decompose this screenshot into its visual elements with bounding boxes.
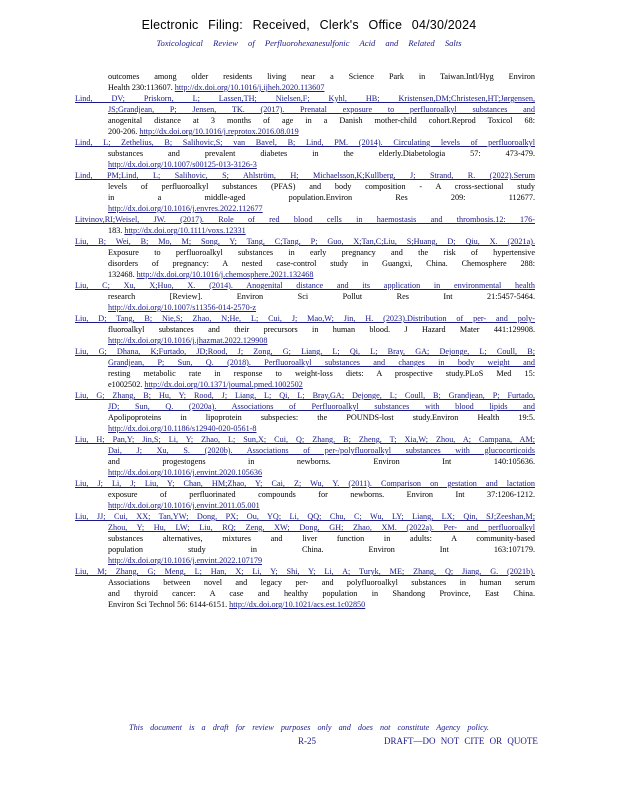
reference-line: [75, 82, 535, 93]
reference-entry: [75, 313, 535, 346]
reference-line: [75, 445, 535, 456]
doi-link[interactable]: http://dx.doi.org/10.1016/j.reprotox.2016.08.019: [139, 127, 299, 136]
reference-entry: [75, 71, 535, 93]
reference-text: JD; Sun, Q. (2020a). Associations of Perfluoroalkyl substances with blood lipids and: [108, 402, 535, 411]
reference-text: Health 230:113607.: [108, 83, 173, 92]
doi-link[interactable]: http://dx.doi.org/10.1016/j.ijheh.2020.113607: [174, 83, 325, 92]
draft-notice: DRAFT—DO NOT CITE OR QUOTE: [384, 736, 538, 746]
reference-text: Zhou, Y; Hu, LW; Liu, RQ; Zeng, XW; Dong, GH; Zhao, XM. (2022a). Per- and perfluoroalkyl: [108, 523, 535, 532]
reference-line: [75, 225, 535, 236]
reference-line: [75, 588, 535, 599]
reference-entry: [75, 511, 535, 566]
doi-link[interactable]: http://dx.doi.org/10.1111/voxs.12331: [124, 226, 246, 235]
reference-link[interactable]: Liu, JJ; Cui, XX; Tan,YW; Dong, PX; Ou, YQ; Li, QQ; Chu, C; Wu, LY; Liang, LX; Qin, SJ;Zeeshan,M;: [75, 512, 535, 521]
reference-link[interactable]: http://dx.doi.org/10.1007/s11356-014-2570-z: [108, 303, 257, 312]
reference-line: [75, 181, 535, 192]
reference-entry: [75, 137, 535, 170]
draft-disclaimer: This document is a draft for review purposes only and does not constitute Agency policy.: [129, 723, 489, 732]
reference-line: [75, 522, 535, 533]
reference-entry: [75, 214, 535, 236]
reference-link[interactable]: Liu, G; Zhang, B; Hu, Y; Rood, J; Liang, L; Qi, L; Bray,GA; Dejonge, L; Coull, B; Grandjean, P; Furtado,: [75, 391, 535, 400]
reference-text: Grandjean, P; Sun, Q. (2018). Perfluoroalkyl substances and changes in body weight and: [108, 358, 535, 367]
reference-line: [75, 148, 535, 159]
reference-link[interactable]: http://dx.doi.org/10.1016/j.envint.2011.05.001: [108, 501, 260, 510]
reference-line[interactable]: [75, 434, 535, 445]
reference-text: Dai, J; Xu, S. (2020b). Associations of per-/polyfluoroalkyl substances with glucocorticoids: [108, 446, 535, 455]
reference-link[interactable]: http://dx.doi.org/10.1016/j.envint.2022.107179: [108, 556, 263, 565]
reference-line: [75, 456, 535, 467]
reference-line[interactable]: [75, 467, 535, 478]
running-head: Toxicological Review of Perfluorohexanesulfonic Acid and Related Salts: [156, 38, 462, 48]
reference-line: [75, 478, 535, 489]
reference-text: anogenital distance at 3 months of age in a Danish mother-child cohort.Reprod Toxicol 68:: [108, 116, 535, 125]
reference-line: [75, 357, 535, 368]
reference-text: 183.: [108, 226, 123, 235]
reference-line: [75, 170, 535, 181]
reference-line: [75, 291, 535, 302]
reference-line: [75, 599, 535, 610]
reference-text: Liu, J; Li, J; Liu, Y; Chan, HM;Zhao, Y; Cai, Z; Wu, Y. (2011). Comparison on gestation and lactation: [75, 479, 535, 488]
reference-entry: [75, 236, 535, 280]
reference-text: and progestogens in newborns. Environ Int 140:105636.: [108, 457, 535, 466]
reference-text: and thyroid cancer: A case and healthy population in Shandong Province, East China.: [108, 589, 535, 598]
reference-line[interactable]: [75, 335, 535, 346]
reference-line: [75, 137, 535, 148]
reference-link[interactable]: http://dx.doi.org/10.1186/s12940-020-0561-8: [108, 424, 257, 433]
reference-text: Liu, C; Xu, X;Huo, X. (2014). Anogenital distance and its application in environmental health: [75, 281, 535, 290]
reference-line[interactable]: [75, 511, 535, 522]
reference-entry: [75, 346, 535, 390]
reference-line: [75, 115, 535, 126]
reference-line: [75, 269, 535, 280]
reference-line: [75, 379, 535, 390]
reference-text: Liu, B; Wei, B; Mo, M; Song, Y; Tang, C;Tang, P; Guo, X;Tan,C;Liu, S;Huang, D; Qiu, X. (2021a).: [75, 237, 535, 246]
reference-entry: [75, 434, 535, 478]
reference-text: Liu, D; Tang, B; Nie,S; Zhao, N;He, L; Cui, J; Mao,W; Jin, H. (2023).Distribution of per- and poly-: [75, 314, 535, 323]
reference-text: Apolipoproteins in lipoprotein subspecies: the POUNDS-lost study.Environ Health 19:5.: [108, 413, 535, 422]
reference-text: Exposure to perfluoroalkyl substances in early pregnancy and the risk of hypertensive: [108, 248, 535, 257]
reference-line[interactable]: [75, 390, 535, 401]
page-number: R-25: [298, 736, 316, 746]
reference-text: disorders of pregnancy: A nested case-control study in Guangxi, China. Chemosphere 288:: [108, 259, 535, 268]
reference-line: [75, 324, 535, 335]
reference-text: JS;Grandjean, P; Jensen, TK. (2017). Prenatal exposure to perfluoroalkyl substances and: [108, 105, 535, 114]
reference-text: fluoroalkyl substances and their precursors in human blood. J Hazard Mater 441:129908.: [108, 325, 535, 334]
reference-line: [75, 104, 535, 115]
reference-text: population study in China. Environ Int 163:107179.: [108, 545, 535, 554]
reference-line[interactable]: [75, 346, 535, 357]
reference-entry: [75, 93, 535, 137]
reference-link[interactable]: http://dx.doi.org/10.1016/j.envint.2020.105636: [108, 468, 263, 477]
reference-text: outcomes among older residents living near a Science Park in Taiwan.Intl/Hyg Environ: [108, 72, 535, 81]
reference-entry: [75, 390, 535, 434]
reference-text: substances alternatives, mixtures and liver function in adults: A community-based: [108, 534, 535, 543]
reference-text: Associations between novel and legacy per- and polyfluoroalkyl substances in human serum: [108, 578, 535, 587]
reference-line: [75, 214, 535, 225]
reference-line: [75, 401, 535, 412]
reference-text: Lind, PM;Lind, L; Salihovic, S; Ahlström, H; Michaelsson,K;Kullberg, J; Strand, R. (2022).Serum: [75, 171, 535, 180]
reference-line[interactable]: [75, 555, 535, 566]
reference-line[interactable]: [75, 500, 535, 511]
reference-text: Liu, M; Zhang, G; Meng, L; Han, X; Li, Y; Shi, Y; Li, A; Turyk, ME; Zhang, Q; Jiang, G. (2021b).: [75, 567, 535, 576]
reference-line: [75, 313, 535, 324]
reference-line: [75, 544, 535, 555]
doi-link[interactable]: http://dx.doi.org/10.1371/journal.pmed.1002502: [144, 380, 303, 389]
doi-link[interactable]: http://dx.doi.org/10.1021/acs.est.1c02850: [229, 600, 366, 609]
reference-text: levels of perfluoroalkyl substances (PFAS) and body composition - A cross-sectional study: [108, 182, 535, 191]
reference-link[interactable]: http://dx.doi.org/10.1007/s00125-013-3126-3: [108, 160, 257, 169]
reference-line: [75, 280, 535, 291]
reference-entry: [75, 566, 535, 610]
reference-line: [75, 236, 535, 247]
reference-line[interactable]: [75, 423, 535, 434]
reference-line: [75, 192, 535, 203]
reference-text: Lind, L; Zethelius, B; Salihovic,S; van Bavel, B; Lind, PM. (2014). Circulating levels of perfluoroalkyl: [75, 138, 535, 147]
reference-line[interactable]: [75, 93, 535, 104]
reference-line: [75, 577, 535, 588]
reference-text: 200-206.: [108, 127, 138, 136]
reference-entry: [75, 170, 535, 214]
reference-list: [75, 71, 535, 610]
reference-line: [75, 368, 535, 379]
reference-entry: [75, 280, 535, 313]
reference-line: [75, 412, 535, 423]
reference-text: resting metabolic rate in response to weight-loss diets: A prospective study.PLoS Med 15:: [108, 369, 535, 378]
reference-line[interactable]: [75, 159, 535, 170]
reference-link[interactable]: Lind, DV; Priskorn, L; Lassen,TH; Nielsen,F; Kyhl, HB; Kristensen,DM;Christesen,HT;Jørgensen,: [75, 94, 535, 103]
reference-text: in a middle-aged population.Environ Res 209: 112677.: [108, 193, 535, 202]
reference-link[interactable]: http://dx.doi.org/10.1016/j.envres.2022.112677: [108, 204, 263, 213]
reference-line: [75, 247, 535, 258]
reference-entry: [75, 478, 535, 511]
reference-text: research [Review]. Environ Sci Pollut Res Int 21:5457-5464.: [108, 292, 535, 301]
reference-text: 132468.: [108, 270, 135, 279]
reference-link[interactable]: http://dx.doi.org/10.1016/j.jhazmat.2022.129908: [108, 336, 268, 345]
reference-line[interactable]: [75, 203, 535, 214]
doi-link[interactable]: http://dx.doi.org/10.1016/j.chemosphere.2021.132468: [136, 270, 314, 279]
filing-stamp: Electronic Filing: Received, Clerk's Office 04/30/2024: [141, 18, 477, 32]
reference-text: exposure of perfluorinated compounds for newborns. Environ Int 37:1206-1212.: [108, 490, 535, 499]
reference-line: [75, 126, 535, 137]
reference-text: substances and prevalent diabetes in the elderly.Diabetologia 57: 473-479.: [108, 149, 535, 158]
reference-line: [75, 533, 535, 544]
reference-line: [75, 489, 535, 500]
reference-link[interactable]: Liu, G; Dhana, K;Furtado, JD;Rood, J; Zong, G; Liang, L; Qi, L; Bray, GA; Dejonge, L; Coull, B;: [75, 347, 535, 356]
reference-line[interactable]: [75, 302, 535, 313]
reference-text: e1002502.: [108, 380, 143, 389]
reference-line: [75, 258, 535, 269]
reference-text: Litvinov,RI;Weisel, JW. (2017). Role of red blood cells in haemostasis and thrombosis.12: 176-: [75, 215, 535, 224]
reference-line: [75, 71, 535, 82]
reference-link[interactable]: Liu, H; Pan,Y; Jin,S; Li, Y; Zhao, L; Sun,X; Cui, Q; Zhang, B; Zheng, T; Xia,W; Zhou, A; Campana, AM;: [75, 435, 535, 444]
reference-text: Environ Sci Technol 56: 6144-6151.: [108, 600, 228, 609]
reference-line: [75, 566, 535, 577]
